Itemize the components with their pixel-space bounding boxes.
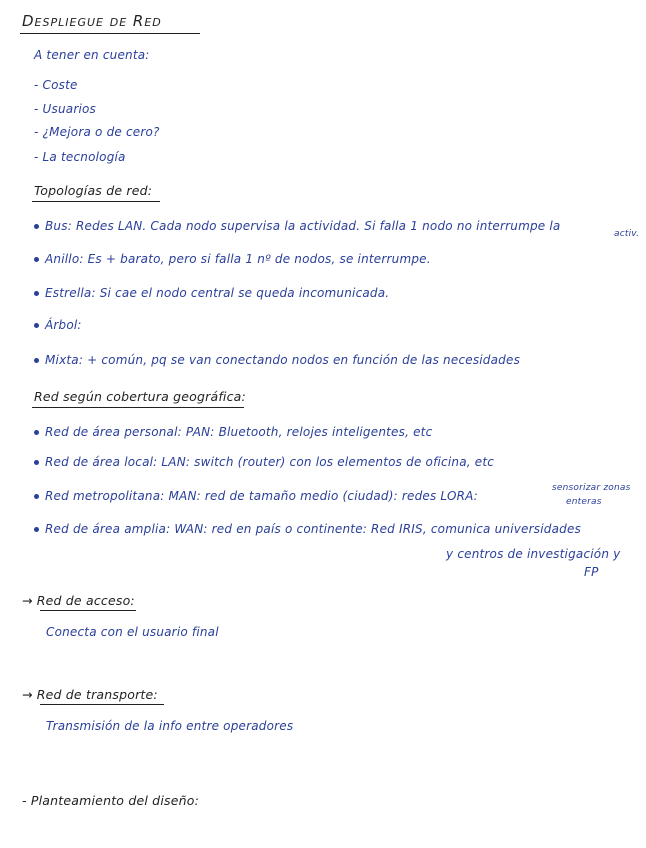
topology-item-bus	[34, 219, 560, 233]
topology-item-mixed	[34, 353, 520, 367]
bullet-dot-icon	[34, 257, 39, 262]
right-arrow-icon: →	[22, 687, 33, 702]
topology-item-bus-extra: activ.	[614, 229, 640, 239]
coverage-man-note: sensorizar zonas	[552, 483, 631, 493]
coverage-item-wan	[34, 522, 581, 536]
access-underline	[40, 610, 136, 611]
coverage-text: Red de área amplia: WAN: red en país o continente: Red IRIS, comunica universidades	[45, 522, 581, 536]
bullet-dot-icon	[34, 460, 39, 465]
consideration-item: - Coste	[34, 78, 78, 92]
coverage-wan-continuation: y centros de investigación y	[446, 547, 621, 561]
topology-item-tree	[34, 318, 82, 332]
coverage-item-man	[34, 489, 478, 503]
right-arrow-icon: →	[22, 593, 33, 608]
page-title: Despliegue de Red	[22, 12, 162, 30]
transport-heading	[22, 688, 158, 702]
bullet-dot-icon	[34, 291, 39, 296]
topology-item-star	[34, 286, 389, 300]
topology-text: Bus: Redes LAN. Cada nodo supervisa la actividad. Si falla 1 nodo no interrumpe la	[45, 219, 561, 233]
topologies-heading: Topologías de red:	[34, 183, 153, 198]
bullet-dot-icon	[34, 527, 39, 532]
topology-text: Mixta: + común, pq se van conectando nodos en función de las necesidades	[45, 353, 521, 367]
bullet-dot-icon	[34, 494, 39, 499]
topology-text: Árbol:	[45, 318, 82, 332]
transport-underline	[40, 704, 164, 705]
consideration-item: - Usuarios	[34, 102, 96, 116]
coverage-item-lan	[34, 455, 494, 469]
considerations-heading: A tener en cuenta:	[34, 48, 150, 62]
coverage-text: Red de área local: LAN: switch (router) con los elementos de oficina, etc	[45, 455, 495, 469]
access-heading-text: Red de acceso:	[36, 593, 135, 608]
coverage-item-pan	[34, 425, 432, 439]
topology-text: Estrella: Si cae el nodo central se queda incomunicada.	[45, 286, 390, 300]
bullet-dot-icon	[34, 358, 39, 363]
access-heading	[22, 594, 135, 608]
coverage-man-note: enteras	[566, 497, 602, 507]
topology-item-ring	[34, 252, 431, 266]
bullet-dot-icon	[34, 224, 39, 229]
access-body: Conecta con el usuario final	[46, 625, 219, 639]
consideration-item: - ¿Mejora o de cero?	[34, 125, 160, 139]
transport-heading-text: Red de transporte:	[36, 687, 158, 702]
coverage-text: Red metropolitana: MAN: red de tamaño medio (ciudad): redes LORA:	[45, 489, 479, 503]
planning-heading: - Planteamiento del diseño:	[22, 793, 199, 808]
coverage-wan-continuation: FP	[584, 565, 599, 579]
bullet-dot-icon	[34, 323, 39, 328]
title-underline	[20, 33, 200, 34]
topologies-underline	[32, 201, 160, 202]
transport-body: Transmisión de la info entre operadores	[46, 719, 294, 733]
topology-text: Anillo: Es + barato, pero si falla 1 nº de nodos, se interrumpe.	[45, 252, 431, 266]
consideration-item: - La tecnología	[34, 150, 126, 164]
coverage-heading: Red según cobertura geográfica:	[34, 389, 246, 404]
bullet-dot-icon	[34, 430, 39, 435]
coverage-text: Red de área personal: PAN: Bluetooth, relojes inteligentes, etc	[45, 425, 433, 439]
coverage-underline	[32, 407, 244, 408]
